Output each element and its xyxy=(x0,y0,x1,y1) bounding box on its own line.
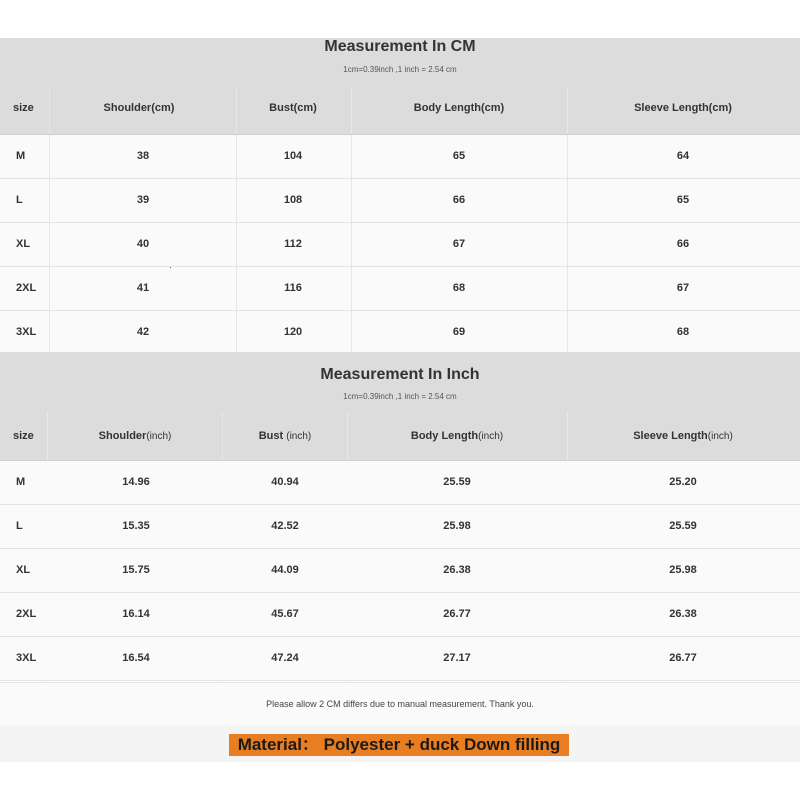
size-cell: M xyxy=(16,476,26,488)
value-cell: 25.98 xyxy=(443,520,471,532)
cm-table-body xyxy=(0,135,800,355)
value-cell: 26.38 xyxy=(443,564,471,576)
cm-header-body-length: Body Length(cm) xyxy=(413,102,505,114)
value-cell: 45.67 xyxy=(271,608,299,620)
column-divider xyxy=(567,135,568,178)
value-cell: 116 xyxy=(284,282,302,294)
value-cell: 25.98 xyxy=(669,564,697,576)
table-row xyxy=(0,637,800,681)
cm-conversion-note: 1cm=0.39inch ,1 inch = 2.54 cm xyxy=(343,65,457,74)
table-row xyxy=(0,549,800,593)
value-cell: 65 xyxy=(676,194,690,206)
value-cell: 40 xyxy=(136,238,150,250)
size-cell: L xyxy=(16,194,23,206)
value-cell: 25.59 xyxy=(443,476,471,488)
inch-header-size: size xyxy=(13,430,34,442)
value-cell: 108 xyxy=(283,194,303,206)
size-cell: XL xyxy=(16,564,31,576)
column-divider xyxy=(49,311,50,354)
value-cell: 112 xyxy=(284,238,302,250)
column-divider xyxy=(236,223,237,266)
column-divider xyxy=(236,311,237,354)
column-divider xyxy=(222,412,223,460)
value-cell: 44.09 xyxy=(271,564,299,576)
value-cell: 47.24 xyxy=(271,652,299,664)
inch-header-sleeve-length: Sleeve Length(inch) xyxy=(633,430,733,442)
value-cell: 42.52 xyxy=(271,520,299,532)
inch-conversion-note: 1cm=0.39inch ,1 inch = 2.54 cm xyxy=(343,392,457,401)
value-cell: 27.17 xyxy=(443,652,471,664)
table-row xyxy=(0,223,800,267)
value-cell: 64 xyxy=(676,150,690,162)
table-row xyxy=(0,267,800,311)
inch-header-bust: Bust (inch) xyxy=(258,430,312,442)
value-cell: 39 xyxy=(136,194,150,206)
table-row xyxy=(0,135,800,179)
value-cell: 67 xyxy=(676,282,690,294)
size-cell: 2XL xyxy=(16,608,37,620)
column-divider xyxy=(351,267,352,310)
cm-table-header xyxy=(0,38,800,135)
value-cell: 41 xyxy=(136,282,150,294)
column-divider xyxy=(567,267,568,310)
size-cell: 2XL xyxy=(16,282,37,294)
value-cell: 25.59 xyxy=(669,520,697,532)
inch-table-title: Measurement In Inch xyxy=(320,366,480,383)
column-divider xyxy=(236,179,237,222)
value-cell: 120 xyxy=(283,326,303,338)
column-divider xyxy=(567,179,568,222)
column-divider xyxy=(49,135,50,178)
table-row xyxy=(0,593,800,637)
column-divider xyxy=(567,311,568,354)
cm-table-title: Measurement In CM xyxy=(324,38,476,55)
column-divider xyxy=(351,135,352,178)
column-divider xyxy=(567,412,568,460)
cm-measurement-table xyxy=(0,38,800,355)
size-cell: 3XL xyxy=(16,652,37,664)
value-cell: 15.75 xyxy=(122,564,150,576)
material-banner xyxy=(0,725,800,762)
cm-header-sleeve-length: Sleeve Length(cm) xyxy=(634,102,732,114)
column-divider xyxy=(351,223,352,266)
column-divider xyxy=(49,223,50,266)
value-cell: 67 xyxy=(452,238,466,250)
size-cell: M xyxy=(16,150,26,162)
column-divider xyxy=(567,86,568,134)
table-row xyxy=(0,505,800,549)
inch-header-shoulder: Shoulder(inch) xyxy=(98,430,172,442)
column-divider xyxy=(49,86,50,134)
column-divider xyxy=(351,179,352,222)
value-cell: 40.94 xyxy=(271,476,299,488)
inch-header-body-length: Body Length(inch) xyxy=(410,430,504,442)
column-divider xyxy=(49,179,50,222)
column-divider xyxy=(351,86,352,134)
table-row xyxy=(0,461,800,505)
value-cell: 16.54 xyxy=(122,652,150,664)
column-divider xyxy=(47,412,48,460)
value-cell: 68 xyxy=(452,282,466,294)
column-divider xyxy=(567,223,568,266)
material-label: Material： Polyester + duck Down filling xyxy=(229,734,569,756)
cm-header-size: size xyxy=(13,102,34,114)
value-cell: 38 xyxy=(136,150,150,162)
inch-measurement-table xyxy=(0,352,800,681)
column-divider xyxy=(236,267,237,310)
value-cell: 26.38 xyxy=(669,608,697,620)
value-cell: 26.77 xyxy=(669,652,697,664)
size-cell: L xyxy=(16,520,23,532)
value-cell: 25.20 xyxy=(669,476,697,488)
value-cell: 16.14 xyxy=(122,608,150,620)
value-cell: 66 xyxy=(676,238,690,250)
size-cell: 3XL xyxy=(16,326,37,338)
measurement-disclaimer: Please allow 2 CM differs due to manual measurement. Thank you. xyxy=(0,682,800,726)
value-cell: 65 xyxy=(452,150,466,162)
column-divider xyxy=(347,412,348,460)
value-cell: 42 xyxy=(136,326,150,338)
stray-dot xyxy=(170,267,171,268)
value-cell: 104 xyxy=(283,150,303,162)
column-divider xyxy=(236,86,237,134)
value-cell: 14.96 xyxy=(122,476,150,488)
column-divider xyxy=(351,311,352,354)
value-cell: 26.77 xyxy=(443,608,471,620)
size-cell: XL xyxy=(16,238,31,250)
column-divider xyxy=(236,135,237,178)
value-cell: 66 xyxy=(452,194,466,206)
value-cell: 69 xyxy=(452,326,466,338)
table-row xyxy=(0,311,800,355)
column-divider xyxy=(49,267,50,310)
cm-header-shoulder: Shoulder(cm) xyxy=(103,102,175,114)
table-row xyxy=(0,179,800,223)
inch-table-header xyxy=(0,352,800,461)
inch-table-body xyxy=(0,461,800,681)
value-cell: 68 xyxy=(676,326,690,338)
value-cell: 15.35 xyxy=(122,520,150,532)
cm-header-bust: Bust(cm) xyxy=(269,102,317,114)
